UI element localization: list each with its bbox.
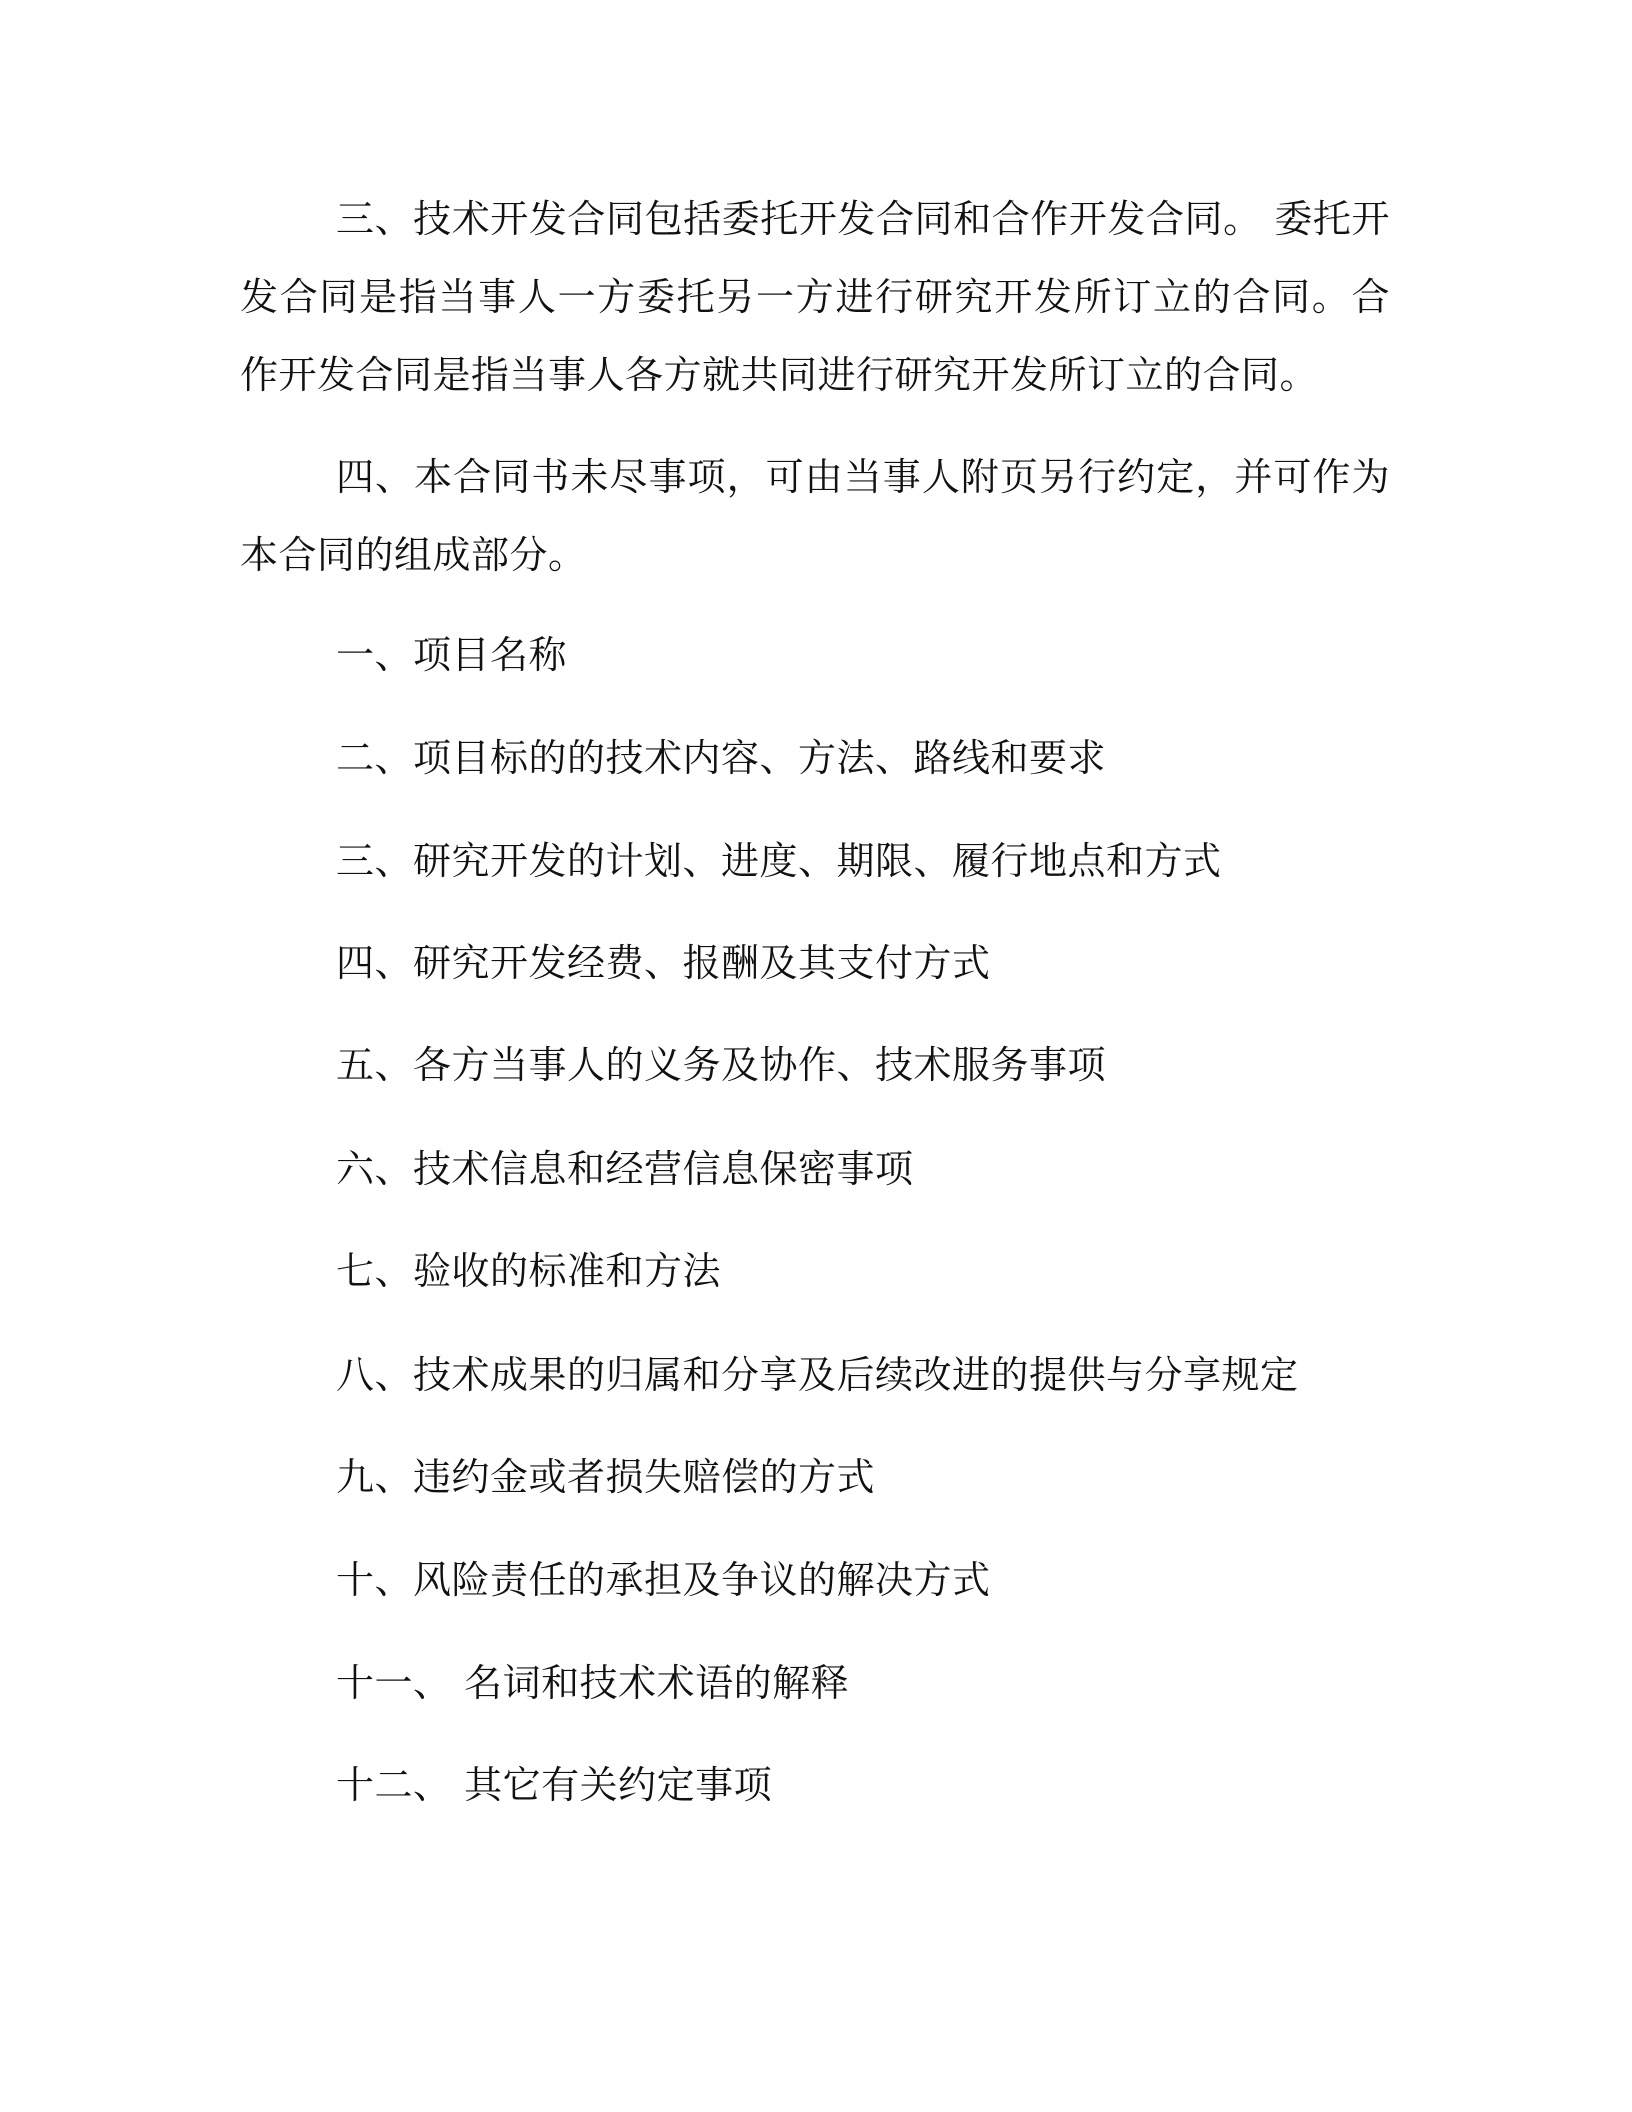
list-item-terminology: 十一、 名词和技术术语的解释	[336, 1661, 850, 1705]
list-item-plan-schedule: 三、研究开发的计划、进度、期限、履行地点和方式	[336, 839, 1222, 883]
list-item-other-terms: 十二、 其它有关约定事项	[336, 1763, 773, 1807]
list-item-risk-disputes: 十、风险责任的承担及争议的解决方式	[336, 1558, 991, 1602]
list-item-confidentiality: 六、技术信息和经营信息保密事项	[336, 1147, 914, 1191]
list-item-project-name: 一、项目名称	[336, 633, 568, 677]
paragraph-contract-types: 三、技术开发合同包括委托开发合同和合作开发合同。 委托开发合同是指当事人一方委托另一方进行研究开发所订立的合同。合作开发合同是指当事人各方就共同进行研究开发所订立的合同。	[240, 197, 1390, 397]
list-item-ownership: 八、技术成果的归属和分享及后续改进的提供与分享规定	[336, 1353, 1299, 1397]
list-item-liquidated-damages: 九、违约金或者损失赔偿的方式	[336, 1455, 876, 1499]
list-item-acceptance: 七、验收的标准和方法	[336, 1249, 722, 1293]
paragraph-supplementary-terms: 四、本合同书未尽事项，可由当事人附页另行约定，并可作为本合同的组成部分。	[240, 455, 1390, 577]
list-item-obligations: 五、各方当事人的义务及协作、技术服务事项	[336, 1043, 1107, 1087]
list-item-technical-content: 二、项目标的的技术内容、方法、路线和要求	[336, 736, 1107, 780]
list-item-funding-payment: 四、研究开发经费、报酬及其支付方式	[336, 941, 991, 985]
